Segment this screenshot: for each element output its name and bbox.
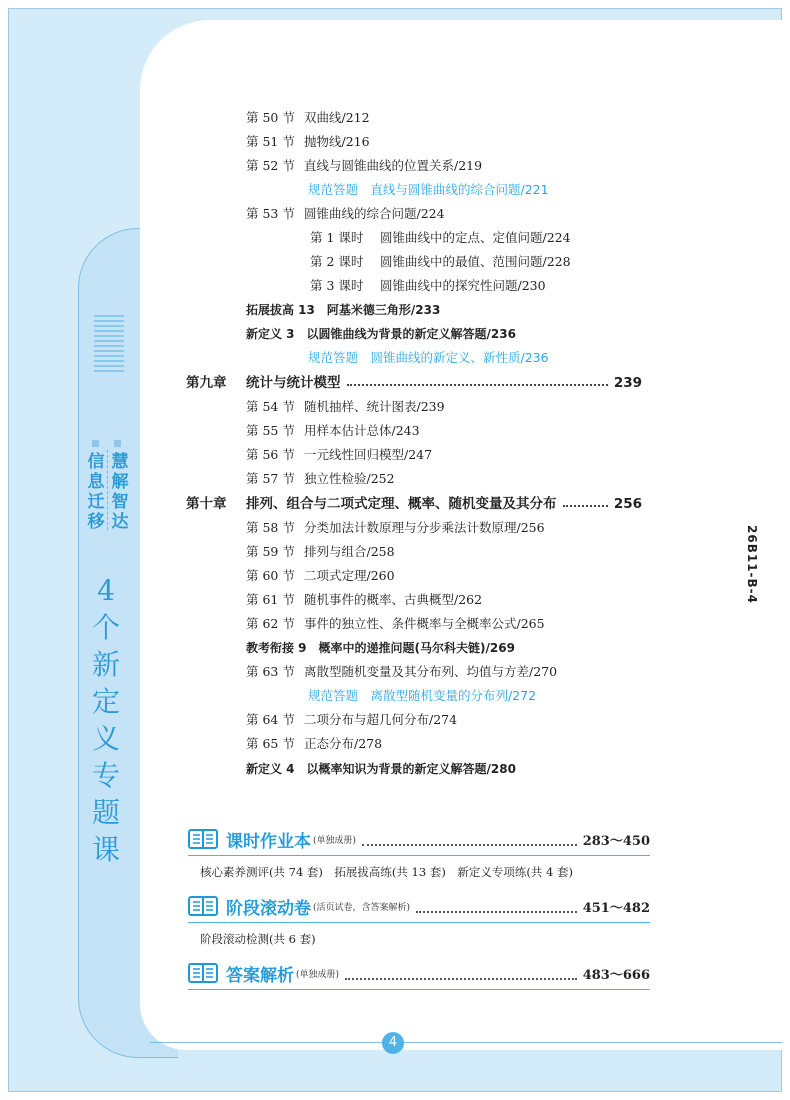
lesson-title: 圆锥曲线中的定点、定值问题/224 <box>380 230 571 245</box>
toc-entry[interactable] <box>246 516 545 540</box>
lesson-number: 第 1 课时 <box>310 230 364 245</box>
toc-entry[interactable] <box>246 612 545 636</box>
sidebar-col-1 <box>86 452 106 532</box>
block-title: 阶段滚动卷 <box>226 898 311 919</box>
lesson-number: 第 3 课时 <box>310 278 364 293</box>
section-title: 随机抽样、统计图表/239 <box>304 399 445 414</box>
toc-entry[interactable] <box>246 443 432 467</box>
toc-lesson[interactable] <box>310 250 571 274</box>
chapter-page: 239 <box>613 375 642 391</box>
toc-note[interactable]: 规范答题 圆锥曲线的新定义、新性质/236 <box>308 350 549 365</box>
section-title: 双曲线/212 <box>304 110 370 125</box>
decor-square <box>114 440 121 447</box>
decor-square <box>92 440 99 447</box>
sidebar-title <box>88 572 124 868</box>
section-title: 抛物线/216 <box>304 134 370 149</box>
block-subtitle: (单独成册) <box>313 835 357 846</box>
chapter-title: 统计与统计模型 <box>246 375 341 391</box>
section-number: 第 56 节 <box>246 447 295 462</box>
toc-entry[interactable] <box>246 202 445 226</box>
toc-special[interactable]: 新定义 3 以圆锥曲线为背景的新定义解答题/236 <box>246 327 516 341</box>
block-underline <box>188 989 650 990</box>
section-title: 随机事件的概率、古典概型/262 <box>304 592 483 607</box>
section-number: 第 61 节 <box>246 592 295 607</box>
toc-special[interactable]: 教考衔接 9 概率中的递推问题(马尔科夫链)/269 <box>246 641 515 655</box>
chapter-10-heading[interactable] <box>186 492 642 516</box>
leader-dots <box>362 832 577 846</box>
leader-dots <box>563 492 608 507</box>
title-char: 4 <box>97 574 115 607</box>
homework-book-heading[interactable] <box>188 823 650 855</box>
chapter-number: 第十章 <box>186 496 227 512</box>
block-underline <box>188 922 650 923</box>
bottom-rule <box>150 1042 782 1043</box>
block-title: 课时作业本 <box>226 831 311 852</box>
toc-entry[interactable] <box>246 467 395 491</box>
leader-dots <box>416 899 577 913</box>
chapter-9-heading[interactable] <box>186 371 642 395</box>
chapter-page: 256 <box>613 496 642 512</box>
section-number: 第 50 节 <box>246 110 295 125</box>
decorative-stripes <box>94 315 124 375</box>
section-title: 一元线性回归模型/247 <box>304 447 433 462</box>
section-title: 分类加法计数原理与分步乘法计数原理/256 <box>304 520 545 535</box>
page-range: 283～450 <box>582 833 650 849</box>
sidebar-char: 智 <box>111 492 129 512</box>
section-title: 正态分布/278 <box>304 736 383 751</box>
sidebar-char: 达 <box>111 512 129 532</box>
sidebar-char: 信 <box>87 452 105 472</box>
section-title: 用样本估计总体/243 <box>304 423 420 438</box>
lesson-title: 圆锥曲线中的最值、范围问题/228 <box>380 254 571 269</box>
section-title: 二项分布与超几何分布/274 <box>304 712 458 727</box>
leader-dots <box>345 966 577 980</box>
section-number: 第 65 节 <box>246 736 295 751</box>
chapter-number: 第九章 <box>186 375 227 391</box>
section-number: 第 54 节 <box>246 399 295 414</box>
side-code: 26B11-B-4 <box>745 525 759 605</box>
page-number: 4 <box>382 1032 404 1054</box>
sidebar-char: 解 <box>111 472 129 492</box>
section-title: 独立性检验/252 <box>304 471 395 486</box>
toc-lesson[interactable] <box>310 274 546 298</box>
title-char: 课 <box>91 833 120 866</box>
title-char: 新 <box>91 648 120 681</box>
sidebar-col-2 <box>110 452 130 532</box>
section-number: 第 55 节 <box>246 423 295 438</box>
section-title: 事件的独立性、条件概率与全概率公式/265 <box>304 616 545 631</box>
chapter-title: 排列、组合与二项式定理、概率、随机变量及其分布 <box>246 496 557 512</box>
section-title: 离散型随机变量及其分布列、均值与方差/270 <box>304 664 558 679</box>
section-title: 排列与组合/258 <box>304 544 395 559</box>
section-number: 第 51 节 <box>246 134 295 149</box>
sidebar-char: 息 <box>87 472 105 492</box>
section-number: 第 62 节 <box>246 616 295 631</box>
toc-entry[interactable] <box>246 395 445 419</box>
toc-entry[interactable] <box>246 708 457 732</box>
toc-special[interactable]: 拓展拔高 13 阿基米德三角形/233 <box>246 303 441 317</box>
toc-entry[interactable] <box>246 564 395 588</box>
toc-note[interactable]: 规范答题 离散型随机变量的分布列/272 <box>308 688 537 703</box>
toc-entry[interactable] <box>246 154 482 178</box>
toc-entry[interactable] <box>246 540 395 564</box>
title-char: 题 <box>91 796 120 829</box>
sidebar-char: 移 <box>87 512 105 532</box>
section-number: 第 58 节 <box>246 520 295 535</box>
toc-entry[interactable] <box>246 106 370 130</box>
section-number: 第 57 节 <box>246 471 295 486</box>
toc-lesson[interactable] <box>310 226 571 250</box>
section-number: 第 59 节 <box>246 544 295 559</box>
title-char: 定 <box>91 685 120 718</box>
title-char: 专 <box>91 759 120 792</box>
book-icon <box>188 962 218 984</box>
block-description: 阶段滚动检测(共 6 套) <box>200 932 316 946</box>
sidebar-char: 慧 <box>111 452 129 472</box>
section-number: 第 63 节 <box>246 664 295 679</box>
block-underline <box>188 855 650 856</box>
block-description: 核心素养测评(共 74 套) 拓展拔高练(共 13 套) 新定义专项练(共 4 套) <box>200 865 573 879</box>
toc-note[interactable]: 规范答题 直线与圆锥曲线的综合问题/221 <box>308 182 549 197</box>
section-number: 第 53 节 <box>246 206 295 221</box>
sidebar-divider <box>107 450 108 530</box>
section-title: 圆锥曲线的综合问题/224 <box>304 206 445 221</box>
page-range: 451～482 <box>582 900 650 916</box>
section-title: 二项式定理/260 <box>304 568 395 583</box>
block-subtitle: (单独成册) <box>296 969 340 980</box>
section-number: 第 60 节 <box>246 568 295 583</box>
toc-entry[interactable] <box>246 588 482 612</box>
lesson-title: 圆锥曲线中的探究性问题/230 <box>380 278 546 293</box>
title-char: 个 <box>91 611 120 644</box>
answer-key-heading[interactable] <box>188 957 650 989</box>
leader-dots <box>347 371 608 386</box>
page-range: 483～666 <box>582 967 650 983</box>
toc-special[interactable]: 新定义 4 以概率知识为背景的新定义解答题/280 <box>246 762 516 776</box>
book-icon <box>188 895 218 917</box>
section-number: 第 52 节 <box>246 158 295 173</box>
toc-entry[interactable] <box>246 660 557 684</box>
title-char: 义 <box>91 722 120 755</box>
section-title: 直线与圆锥曲线的位置关系/219 <box>304 158 483 173</box>
toc-entry[interactable] <box>246 419 420 443</box>
block-subtitle: (活页试卷，含答案解析) <box>313 902 411 913</box>
toc-entry[interactable] <box>246 732 382 756</box>
book-icon <box>188 828 218 850</box>
toc-entry[interactable] <box>246 130 370 154</box>
section-number: 第 64 节 <box>246 712 295 727</box>
block-title: 答案解析 <box>226 965 294 986</box>
lesson-number: 第 2 课时 <box>310 254 364 269</box>
sidebar-char: 迁 <box>87 492 105 512</box>
stage-test-heading[interactable] <box>188 890 650 922</box>
